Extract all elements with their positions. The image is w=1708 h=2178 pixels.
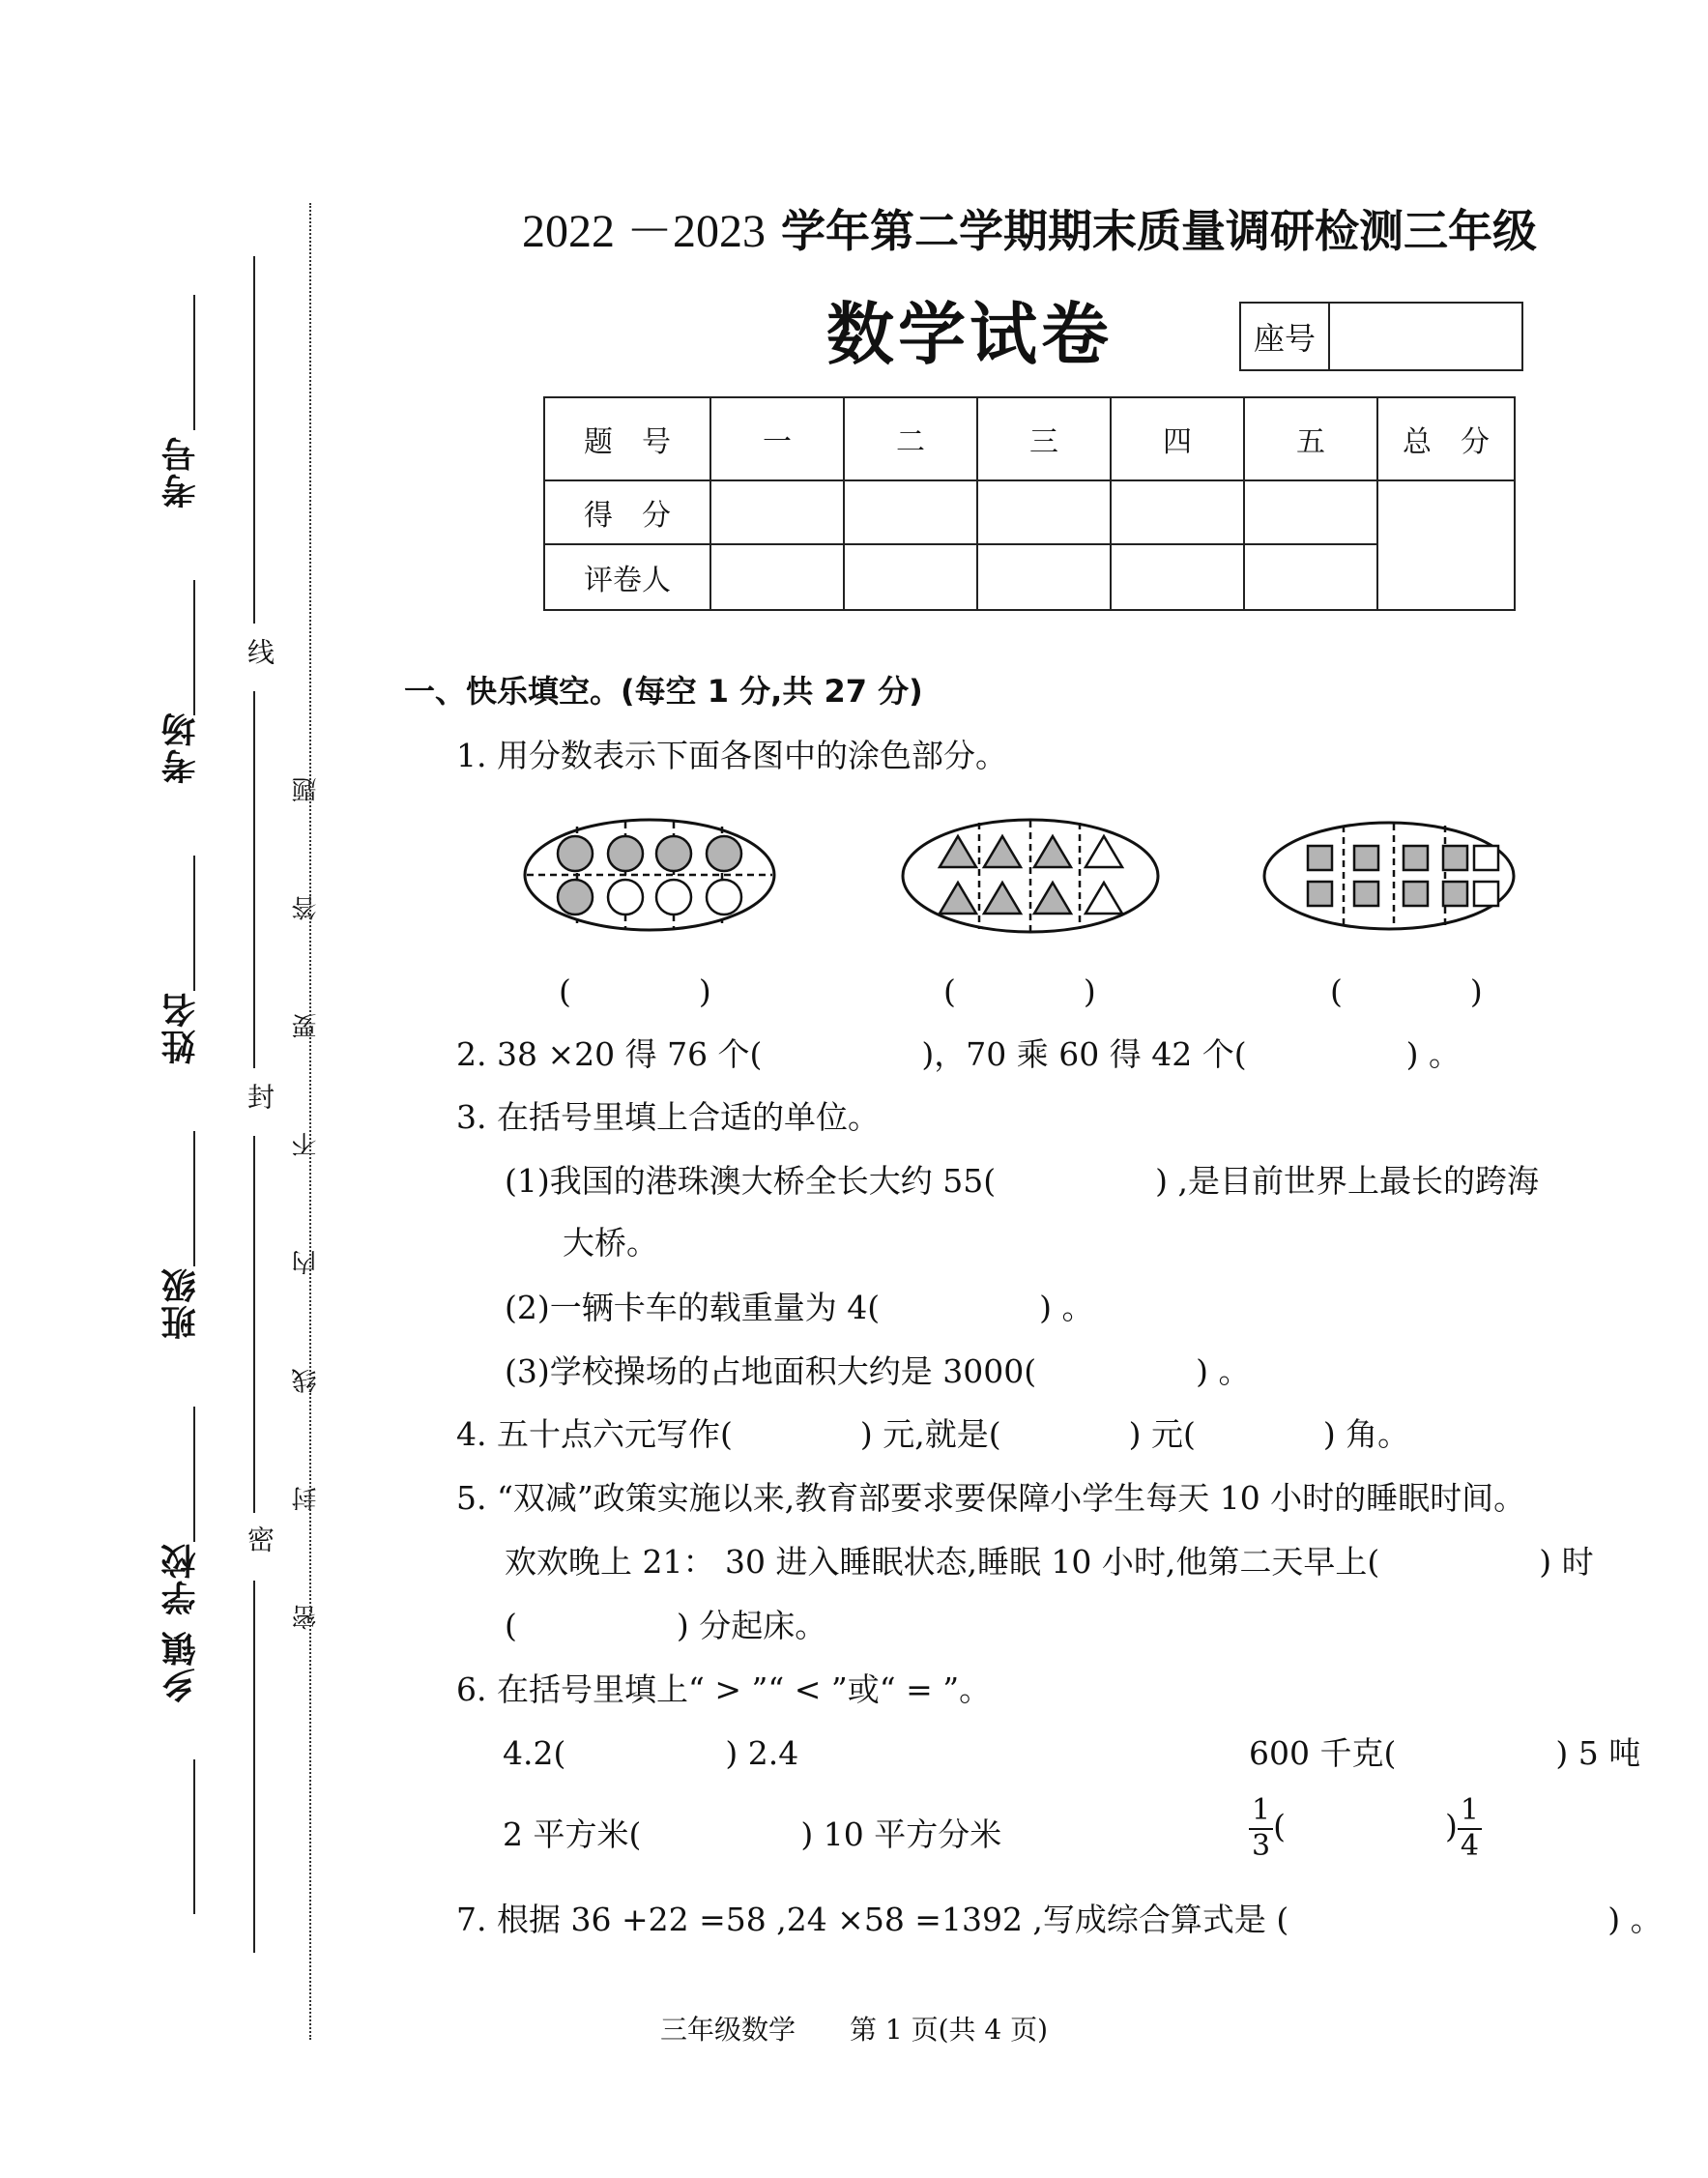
seal-warning: 密 封 线 内 不 要 答 题 (292, 735, 321, 1630)
seal-line-4 (253, 1581, 255, 1953)
question-5-cont2: ( ) 分起床。 (505, 1607, 827, 1644)
question-3-1: (1)我国的港珠澳大桥全长大约 55( ) ,是目前世界上最长的跨海 (505, 1162, 1539, 1200)
grader-cell[interactable] (710, 544, 844, 610)
fold-dotted-line (309, 203, 311, 2040)
score-header-3: 三 (977, 397, 1111, 480)
score-header-1: 一 (710, 397, 844, 480)
town-line (193, 1759, 195, 1914)
q6-compare-a: 4.2( ) 2.4 (503, 1734, 799, 1772)
score-cell[interactable] (844, 480, 977, 544)
figure-circles (522, 817, 777, 933)
score-total-cell[interactable] (1377, 480, 1515, 610)
fraction-one-third: $\frac{1}{3}$ (1249, 1794, 1273, 1863)
seal-line-2 (253, 691, 255, 1068)
score-cell[interactable] (1111, 480, 1244, 544)
grader-cell[interactable] (1244, 544, 1377, 610)
exam-room-line (193, 580, 195, 715)
figure-squares (1261, 820, 1517, 932)
grader-cell[interactable] (844, 544, 977, 610)
seal-line-3 (253, 1136, 255, 1513)
title-years: 2022 －2023 (522, 206, 767, 257)
exam-number-label: 考号 (161, 435, 201, 508)
page-footer: 三年级数学 第 1 页(共 4 页) (659, 2014, 1049, 2046)
seal-mark-line: 线 (244, 638, 275, 665)
score-header-4: 四 (1111, 397, 1244, 480)
title-text: 学年第二学期期末质量调研检测三年级 (766, 205, 1538, 257)
q1-answer-1[interactable]: ( ) (559, 973, 711, 1010)
q1-answer-3[interactable]: ( ) (1330, 973, 1483, 1010)
page-subtitle: 数学试卷 (826, 294, 1113, 374)
q1-answer-2[interactable]: ( ) (943, 973, 1096, 1010)
page-title (522, 193, 1537, 260)
question-6: 6. 在括号里填上“ > ”“ < ”或“ = ”。 (456, 1670, 992, 1708)
figure-triangles (899, 817, 1162, 935)
score-cell[interactable] (710, 480, 844, 544)
score-header-2: 二 (844, 397, 977, 480)
name-line (193, 856, 195, 991)
question-4: 4. 五十点六元写作( ) 元,就是( ) 元( ) 角。 (456, 1415, 1410, 1453)
question-1: 1. 用分数表示下面各图中的涂色部分。 (456, 737, 1007, 774)
question-3: 3. 在括号里填上合适的单位。 (456, 1098, 880, 1136)
score-header-qno: 题 号 (544, 397, 710, 480)
score-header-5: 五 (1244, 397, 1377, 480)
seat-number-box (1239, 302, 1523, 371)
school-line (193, 1407, 195, 1542)
class-line (193, 1131, 195, 1266)
score-row-label: 得 分 (544, 480, 710, 544)
score-cell[interactable] (1244, 480, 1377, 544)
fraction-one-fourth: $\frac{1}{4}$ (1458, 1794, 1482, 1863)
seat-number-label: 座号 (1241, 304, 1330, 369)
q6-compare-b: 600 千克( ) 5 吨 (1249, 1734, 1641, 1772)
question-3-1-cont: 大桥。 (563, 1224, 658, 1262)
town-school-label: 乡镇 学校 (161, 1542, 201, 1703)
class-label: 班级 (161, 1266, 201, 1340)
score-header-total: 总 分 (1377, 397, 1515, 480)
score-cell[interactable] (977, 480, 1111, 544)
question-7: 7. 根据 36 +22 =58 ,24 ×58 =1392 ,写成综合算式是 ( ) 。 (456, 1901, 1663, 1938)
question-3-2: (2)一辆卡车的载重量为 4( ) 。 (505, 1289, 1094, 1326)
grader-cell[interactable] (977, 544, 1111, 610)
question-2: 2. 38 ×20 得 76 个( )，70 乘 60 得 42 个( ) 。 (456, 1035, 1461, 1073)
section-1-heading: 一、快乐填空。(每空 1 分,共 27 分) (404, 673, 923, 710)
exam-number-line (193, 295, 195, 430)
exam-room-label: 考场 (161, 711, 201, 784)
score-table (543, 396, 1516, 611)
seat-number-field[interactable] (1330, 304, 1521, 369)
grader-cell[interactable] (1111, 544, 1244, 610)
question-5: 5. “双减”政策实施以来,教育部要求要保障小学生每天 10 小时的睡眠时间。 (456, 1479, 1526, 1517)
name-label: 姓名 (161, 991, 201, 1064)
q6-compare-c: 2 平方米( ) 10 平方分米 (503, 1815, 1002, 1853)
question-5-cont1: 欢欢晚上 21： 30 进入睡眠状态,睡眠 10 小时,他第二天早上( ) 时 (505, 1543, 1594, 1581)
seal-line-1 (253, 256, 255, 624)
seal-mark-mi: 密 (244, 1525, 275, 1553)
seal-mark-feng: 封 (244, 1083, 275, 1110)
q6-compare-d: $\frac{1}{3}$ ( ) $\frac{1}{4}$ (1249, 1794, 1482, 1863)
question-3-3: (3)学校操场的占地面积大约是 3000( ) 。 (505, 1352, 1251, 1390)
grader-row-label: 评卷人 (544, 544, 710, 610)
